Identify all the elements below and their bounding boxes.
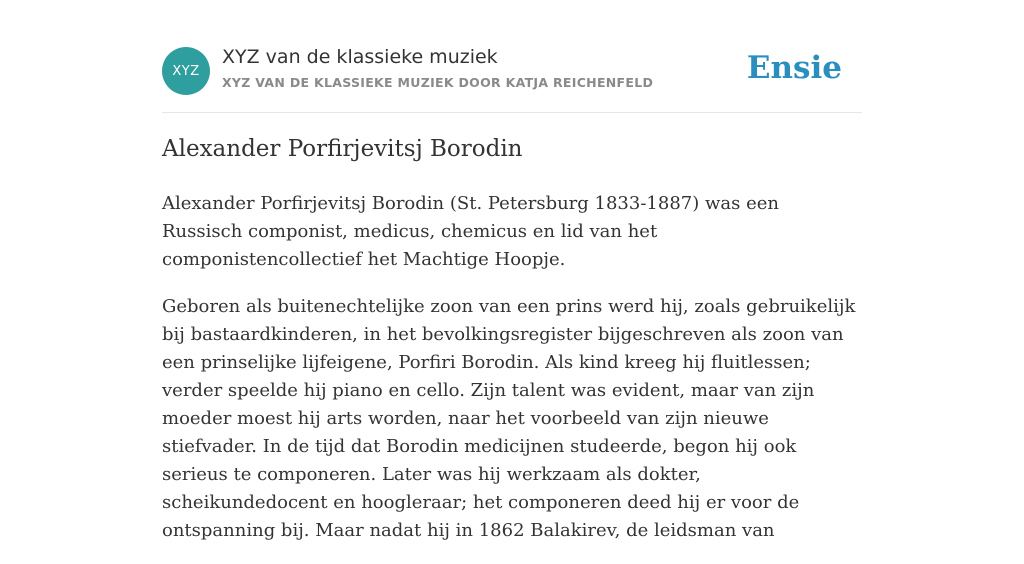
- paragraph: Geboren als buitenechtelijke zoon van een prins werd hij, zoals gebruikelijk bij bastaardkinderen, in het bevolkingsregister bijgeschreven als zoon van een prinselijke lijfeigene, Porfiri Borodin. Als kind kreeg hij fluitlessen; verder speelde hij piano en cello. Zijn talent was evident, maar van zijn moeder moest hij arts worden, naar het voorbeeld van zijn nieuwe stiefvader. In de tijd dat Borodin medicijnen studeerde, begon hij ook serieus te componeren. Later was hij werkzaam als dokter, scheikundedocent en hoogleraar; het componeren deed hij er voor de ontspanning bij. Maar nadat hij in 1862 Balakirev, de leidsman van: [162, 296, 856, 541]
- site-subtitle[interactable]: XYZ VAN DE KLASSIEKE MUZIEK DOOR KATJA REICHENFELD: [222, 75, 654, 90]
- article-body: [162, 190, 862, 564]
- paragraph: Alexander Porfirjevitsj Borodin (St. Petersburg 1833-1887) was een Russisch componist, medicus, chemicus en lid van het componistencollectief het Machtige Hoopje.: [162, 193, 779, 270]
- site-title[interactable]: XYZ van de klassieke muziek: [222, 46, 498, 68]
- avatar[interactable]: XYZ: [162, 47, 210, 95]
- content-container: [162, 0, 862, 541]
- page-title: Alexander Porfirjevitsj Borodin: [162, 136, 523, 162]
- ensie-logo[interactable]: Ensie: [746, 50, 842, 86]
- site-header: [162, 0, 862, 113]
